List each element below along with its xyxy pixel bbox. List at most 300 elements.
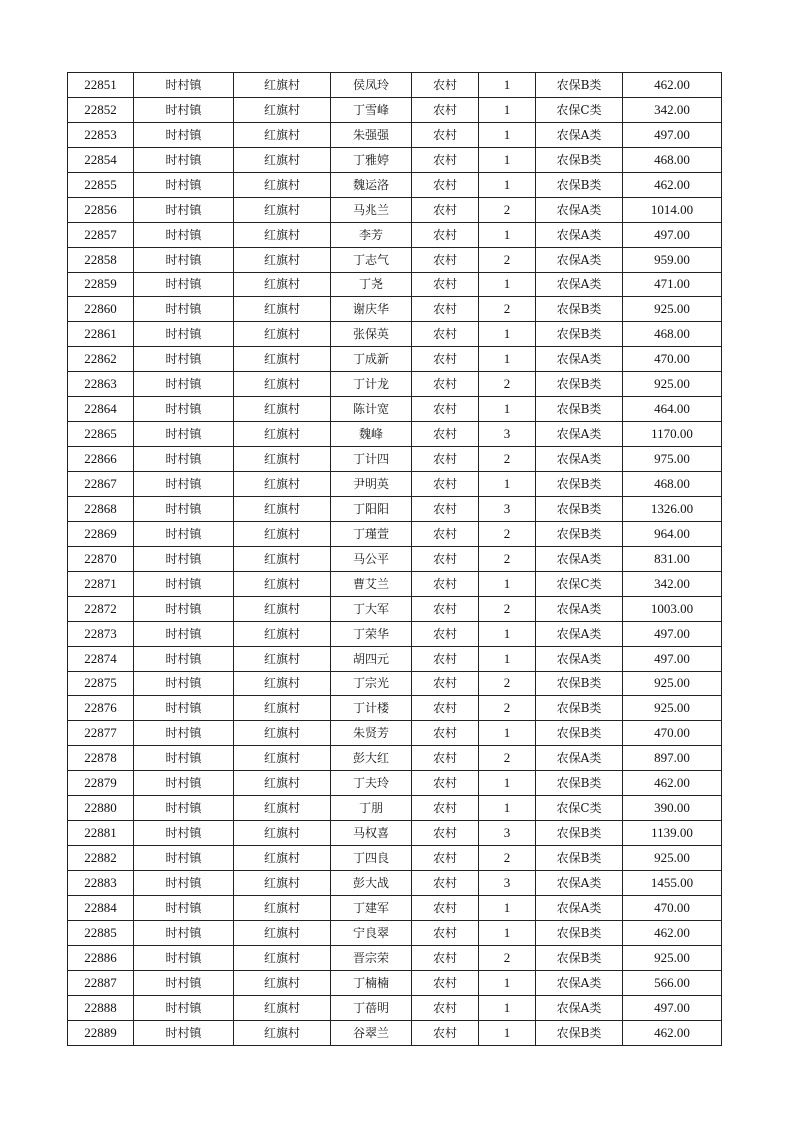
row-id-cell: 22852 — [68, 97, 134, 122]
category-cell: 农保B类 — [536, 920, 623, 945]
table-row — [68, 122, 722, 147]
town-cell: 时村镇 — [134, 846, 234, 871]
table-row — [68, 147, 722, 172]
category-cell: 农保B类 — [536, 172, 623, 197]
table-row — [68, 397, 722, 422]
category-cell: 农保A类 — [536, 621, 623, 646]
household-type-cell: 农村 — [412, 920, 479, 945]
person-count-cell: 1 — [479, 172, 536, 197]
town-cell: 时村镇 — [134, 696, 234, 721]
row-id-cell: 22881 — [68, 821, 134, 846]
row-id-cell: 22868 — [68, 496, 134, 521]
household-type-cell: 农村 — [412, 746, 479, 771]
village-cell: 红旗村 — [234, 970, 331, 995]
amount-cell: 470.00 — [623, 721, 722, 746]
town-cell: 时村镇 — [134, 122, 234, 147]
amount-cell: 342.00 — [623, 571, 722, 596]
row-id-cell: 22867 — [68, 472, 134, 497]
category-cell: 农保A类 — [536, 247, 623, 272]
person-count-cell: 1 — [479, 771, 536, 796]
table-row — [68, 920, 722, 945]
name-cell: 丁蓓明 — [331, 995, 412, 1020]
row-id-cell: 22871 — [68, 571, 134, 596]
town-cell: 时村镇 — [134, 945, 234, 970]
row-id-cell: 22872 — [68, 596, 134, 621]
table-row — [68, 621, 722, 646]
person-count-cell: 1 — [479, 272, 536, 297]
row-id-cell: 22856 — [68, 197, 134, 222]
household-type-cell: 农村 — [412, 472, 479, 497]
table-row — [68, 496, 722, 521]
household-type-cell: 农村 — [412, 1020, 479, 1045]
village-cell: 红旗村 — [234, 696, 331, 721]
amount-cell: 925.00 — [623, 696, 722, 721]
town-cell: 时村镇 — [134, 372, 234, 397]
village-cell: 红旗村 — [234, 945, 331, 970]
household-type-cell: 农村 — [412, 646, 479, 671]
person-count-cell: 1 — [479, 73, 536, 98]
row-id-cell: 22861 — [68, 322, 134, 347]
category-cell: 农保B类 — [536, 521, 623, 546]
name-cell: 丁宗光 — [331, 671, 412, 696]
village-cell: 红旗村 — [234, 920, 331, 945]
village-cell: 红旗村 — [234, 297, 331, 322]
household-type-cell: 农村 — [412, 696, 479, 721]
amount-cell: 566.00 — [623, 970, 722, 995]
table-row — [68, 846, 722, 871]
town-cell: 时村镇 — [134, 347, 234, 372]
village-cell: 红旗村 — [234, 247, 331, 272]
household-type-cell: 农村 — [412, 945, 479, 970]
amount-cell: 462.00 — [623, 172, 722, 197]
table-row — [68, 521, 722, 546]
amount-cell: 497.00 — [623, 995, 722, 1020]
town-cell: 时村镇 — [134, 821, 234, 846]
table-row — [68, 945, 722, 970]
row-id-cell: 22873 — [68, 621, 134, 646]
town-cell: 时村镇 — [134, 871, 234, 896]
amount-cell: 497.00 — [623, 222, 722, 247]
person-count-cell: 3 — [479, 496, 536, 521]
amount-cell: 468.00 — [623, 147, 722, 172]
town-cell: 时村镇 — [134, 796, 234, 821]
name-cell: 丁朋 — [331, 796, 412, 821]
village-cell: 红旗村 — [234, 147, 331, 172]
row-id-cell: 22854 — [68, 147, 134, 172]
household-type-cell: 农村 — [412, 546, 479, 571]
category-cell: 农保A类 — [536, 895, 623, 920]
amount-cell: 468.00 — [623, 472, 722, 497]
category-cell: 农保C类 — [536, 571, 623, 596]
category-cell: 农保A类 — [536, 546, 623, 571]
table-row — [68, 696, 722, 721]
row-id-cell: 22880 — [68, 796, 134, 821]
category-cell: 农保B类 — [536, 771, 623, 796]
town-cell: 时村镇 — [134, 496, 234, 521]
table-row — [68, 322, 722, 347]
household-type-cell: 农村 — [412, 447, 479, 472]
town-cell: 时村镇 — [134, 995, 234, 1020]
amount-cell: 471.00 — [623, 272, 722, 297]
household-type-cell: 农村 — [412, 596, 479, 621]
name-cell: 马兆兰 — [331, 197, 412, 222]
amount-cell: 959.00 — [623, 247, 722, 272]
person-count-cell: 3 — [479, 422, 536, 447]
row-id-cell: 22879 — [68, 771, 134, 796]
town-cell: 时村镇 — [134, 920, 234, 945]
village-cell: 红旗村 — [234, 197, 331, 222]
row-id-cell: 22878 — [68, 746, 134, 771]
person-count-cell: 2 — [479, 447, 536, 472]
amount-cell: 925.00 — [623, 372, 722, 397]
row-id-cell: 22889 — [68, 1020, 134, 1045]
household-type-cell: 农村 — [412, 222, 479, 247]
person-count-cell: 1 — [479, 1020, 536, 1045]
amount-cell: 462.00 — [623, 920, 722, 945]
name-cell: 晋宗荣 — [331, 945, 412, 970]
name-cell: 陈计宽 — [331, 397, 412, 422]
name-cell: 魏运洛 — [331, 172, 412, 197]
person-count-cell: 2 — [479, 521, 536, 546]
town-cell: 时村镇 — [134, 97, 234, 122]
household-type-cell: 农村 — [412, 297, 479, 322]
table-row — [68, 222, 722, 247]
person-count-cell: 2 — [479, 197, 536, 222]
village-cell: 红旗村 — [234, 821, 331, 846]
name-cell: 曹艾兰 — [331, 571, 412, 596]
village-cell: 红旗村 — [234, 796, 331, 821]
town-cell: 时村镇 — [134, 322, 234, 347]
row-id-cell: 22866 — [68, 447, 134, 472]
amount-cell: 497.00 — [623, 621, 722, 646]
row-id-cell: 22859 — [68, 272, 134, 297]
table-row — [68, 571, 722, 596]
person-count-cell: 3 — [479, 871, 536, 896]
amount-cell: 925.00 — [623, 846, 722, 871]
town-cell: 时村镇 — [134, 571, 234, 596]
name-cell: 丁夫玲 — [331, 771, 412, 796]
town-cell: 时村镇 — [134, 596, 234, 621]
person-count-cell: 2 — [479, 596, 536, 621]
table-row — [68, 596, 722, 621]
amount-cell: 1326.00 — [623, 496, 722, 521]
row-id-cell: 22874 — [68, 646, 134, 671]
amount-cell: 462.00 — [623, 73, 722, 98]
table-row — [68, 1020, 722, 1045]
category-cell: 农保B类 — [536, 821, 623, 846]
person-count-cell: 1 — [479, 796, 536, 821]
name-cell: 丁大军 — [331, 596, 412, 621]
amount-cell: 497.00 — [623, 122, 722, 147]
table-row — [68, 422, 722, 447]
row-id-cell: 22885 — [68, 920, 134, 945]
person-count-cell: 2 — [479, 671, 536, 696]
amount-cell: 470.00 — [623, 895, 722, 920]
table-row — [68, 796, 722, 821]
village-cell: 红旗村 — [234, 771, 331, 796]
category-cell: 农保A类 — [536, 646, 623, 671]
name-cell: 彭大红 — [331, 746, 412, 771]
household-type-cell: 农村 — [412, 496, 479, 521]
table-row — [68, 73, 722, 98]
person-count-cell: 1 — [479, 621, 536, 646]
village-cell: 红旗村 — [234, 721, 331, 746]
row-id-cell: 22884 — [68, 895, 134, 920]
name-cell: 朱强强 — [331, 122, 412, 147]
town-cell: 时村镇 — [134, 771, 234, 796]
name-cell: 谷翠兰 — [331, 1020, 412, 1045]
category-cell: 农保A类 — [536, 871, 623, 896]
household-type-cell: 农村 — [412, 422, 479, 447]
person-count-cell: 1 — [479, 571, 536, 596]
village-cell: 红旗村 — [234, 372, 331, 397]
category-cell: 农保B类 — [536, 397, 623, 422]
name-cell: 朱贤芳 — [331, 721, 412, 746]
person-count-cell: 2 — [479, 945, 536, 970]
household-type-cell: 农村 — [412, 122, 479, 147]
person-count-cell: 2 — [479, 696, 536, 721]
row-id-cell: 22853 — [68, 122, 134, 147]
amount-cell: 1170.00 — [623, 422, 722, 447]
table-row — [68, 372, 722, 397]
category-cell: 农保A类 — [536, 970, 623, 995]
category-cell: 农保B类 — [536, 721, 623, 746]
category-cell: 农保B类 — [536, 73, 623, 98]
row-id-cell: 22888 — [68, 995, 134, 1020]
name-cell: 丁雅婷 — [331, 147, 412, 172]
household-type-cell: 农村 — [412, 846, 479, 871]
person-count-cell: 1 — [479, 721, 536, 746]
household-type-cell: 农村 — [412, 97, 479, 122]
amount-cell: 470.00 — [623, 347, 722, 372]
table-row — [68, 771, 722, 796]
town-cell: 时村镇 — [134, 546, 234, 571]
category-cell: 农保A类 — [536, 122, 623, 147]
town-cell: 时村镇 — [134, 621, 234, 646]
person-count-cell: 1 — [479, 122, 536, 147]
row-id-cell: 22857 — [68, 222, 134, 247]
table-row — [68, 871, 722, 896]
category-cell: 农保B类 — [536, 297, 623, 322]
name-cell: 胡四元 — [331, 646, 412, 671]
household-type-cell: 农村 — [412, 671, 479, 696]
name-cell: 丁雪峰 — [331, 97, 412, 122]
name-cell: 丁建军 — [331, 895, 412, 920]
person-count-cell: 1 — [479, 895, 536, 920]
village-cell: 红旗村 — [234, 621, 331, 646]
village-cell: 红旗村 — [234, 846, 331, 871]
town-cell: 时村镇 — [134, 1020, 234, 1045]
amount-cell: 925.00 — [623, 297, 722, 322]
category-cell: 农保A类 — [536, 197, 623, 222]
person-count-cell: 2 — [479, 372, 536, 397]
row-id-cell: 22865 — [68, 422, 134, 447]
amount-cell: 1139.00 — [623, 821, 722, 846]
row-id-cell: 22876 — [68, 696, 134, 721]
table-row — [68, 247, 722, 272]
town-cell: 时村镇 — [134, 172, 234, 197]
village-cell: 红旗村 — [234, 546, 331, 571]
row-id-cell: 22870 — [68, 546, 134, 571]
person-count-cell: 2 — [479, 247, 536, 272]
category-cell: 农保A类 — [536, 272, 623, 297]
category-cell: 农保A类 — [536, 746, 623, 771]
name-cell: 侯凤玲 — [331, 73, 412, 98]
town-cell: 时村镇 — [134, 247, 234, 272]
category-cell: 农保C类 — [536, 796, 623, 821]
table-row — [68, 895, 722, 920]
person-count-cell: 2 — [479, 297, 536, 322]
table-row — [68, 646, 722, 671]
village-cell: 红旗村 — [234, 172, 331, 197]
person-count-cell: 1 — [479, 222, 536, 247]
household-type-cell: 农村 — [412, 347, 479, 372]
village-cell: 红旗村 — [234, 73, 331, 98]
household-type-cell: 农村 — [412, 821, 479, 846]
amount-cell: 1014.00 — [623, 197, 722, 222]
household-type-cell: 农村 — [412, 871, 479, 896]
amount-cell: 964.00 — [623, 521, 722, 546]
town-cell: 时村镇 — [134, 970, 234, 995]
village-cell: 红旗村 — [234, 671, 331, 696]
town-cell: 时村镇 — [134, 721, 234, 746]
table-row — [68, 297, 722, 322]
name-cell: 宁良翠 — [331, 920, 412, 945]
person-count-cell: 2 — [479, 546, 536, 571]
name-cell: 丁四良 — [331, 846, 412, 871]
household-type-cell: 农村 — [412, 272, 479, 297]
household-type-cell: 农村 — [412, 247, 479, 272]
household-type-cell: 农村 — [412, 322, 479, 347]
amount-cell: 497.00 — [623, 646, 722, 671]
town-cell: 时村镇 — [134, 646, 234, 671]
town-cell: 时村镇 — [134, 895, 234, 920]
category-cell: 农保A类 — [536, 447, 623, 472]
name-cell: 马公平 — [331, 546, 412, 571]
table-row — [68, 721, 722, 746]
household-type-cell: 农村 — [412, 73, 479, 98]
amount-cell: 464.00 — [623, 397, 722, 422]
town-cell: 时村镇 — [134, 272, 234, 297]
amount-cell: 831.00 — [623, 546, 722, 571]
table-row — [68, 472, 722, 497]
amount-cell: 925.00 — [623, 945, 722, 970]
row-id-cell: 22886 — [68, 945, 134, 970]
village-cell: 红旗村 — [234, 422, 331, 447]
name-cell: 彭大战 — [331, 871, 412, 896]
village-cell: 红旗村 — [234, 746, 331, 771]
row-id-cell: 22887 — [68, 970, 134, 995]
table-body — [68, 73, 722, 1046]
row-id-cell: 22860 — [68, 297, 134, 322]
amount-cell: 342.00 — [623, 97, 722, 122]
household-type-cell: 农村 — [412, 197, 479, 222]
name-cell: 丁成新 — [331, 347, 412, 372]
name-cell: 丁计四 — [331, 447, 412, 472]
town-cell: 时村镇 — [134, 746, 234, 771]
category-cell: 农保B类 — [536, 372, 623, 397]
person-count-cell: 1 — [479, 472, 536, 497]
row-id-cell: 22883 — [68, 871, 134, 896]
category-cell: 农保A类 — [536, 596, 623, 621]
amount-cell: 1003.00 — [623, 596, 722, 621]
household-type-cell: 农村 — [412, 571, 479, 596]
table-row — [68, 671, 722, 696]
village-cell: 红旗村 — [234, 571, 331, 596]
village-cell: 红旗村 — [234, 472, 331, 497]
name-cell: 马权喜 — [331, 821, 412, 846]
table-row — [68, 821, 722, 846]
row-id-cell: 22851 — [68, 73, 134, 98]
row-id-cell: 22877 — [68, 721, 134, 746]
name-cell: 魏峰 — [331, 422, 412, 447]
household-type-cell: 农村 — [412, 721, 479, 746]
category-cell: 农保B类 — [536, 147, 623, 172]
town-cell: 时村镇 — [134, 447, 234, 472]
table-row — [68, 447, 722, 472]
row-id-cell: 22869 — [68, 521, 134, 546]
category-cell: 农保B类 — [536, 472, 623, 497]
person-count-cell: 1 — [479, 646, 536, 671]
row-id-cell: 22862 — [68, 347, 134, 372]
person-count-cell: 1 — [479, 397, 536, 422]
name-cell: 丁楠楠 — [331, 970, 412, 995]
town-cell: 时村镇 — [134, 671, 234, 696]
person-count-cell: 1 — [479, 995, 536, 1020]
table-row — [68, 995, 722, 1020]
person-count-cell: 1 — [479, 920, 536, 945]
person-count-cell: 3 — [479, 821, 536, 846]
town-cell: 时村镇 — [134, 521, 234, 546]
household-type-cell: 农村 — [412, 172, 479, 197]
table-row — [68, 272, 722, 297]
village-cell: 红旗村 — [234, 496, 331, 521]
household-type-cell: 农村 — [412, 771, 479, 796]
category-cell: 农保B类 — [536, 496, 623, 521]
name-cell: 谢庆华 — [331, 297, 412, 322]
name-cell: 丁尧 — [331, 272, 412, 297]
amount-cell: 1455.00 — [623, 871, 722, 896]
town-cell: 时村镇 — [134, 472, 234, 497]
amount-cell: 468.00 — [623, 322, 722, 347]
town-cell: 时村镇 — [134, 297, 234, 322]
category-cell: 农保A类 — [536, 222, 623, 247]
village-cell: 红旗村 — [234, 322, 331, 347]
category-cell: 农保A类 — [536, 347, 623, 372]
category-cell: 农保B类 — [536, 696, 623, 721]
household-type-cell: 农村 — [412, 970, 479, 995]
household-type-cell: 农村 — [412, 521, 479, 546]
category-cell: 农保A类 — [536, 995, 623, 1020]
town-cell: 时村镇 — [134, 147, 234, 172]
name-cell: 丁瑾萱 — [331, 521, 412, 546]
household-type-cell: 农村 — [412, 895, 479, 920]
village-cell: 红旗村 — [234, 347, 331, 372]
town-cell: 时村镇 — [134, 222, 234, 247]
person-count-cell: 1 — [479, 970, 536, 995]
town-cell: 时村镇 — [134, 397, 234, 422]
person-count-cell: 2 — [479, 746, 536, 771]
village-cell: 红旗村 — [234, 272, 331, 297]
table-row — [68, 97, 722, 122]
village-cell: 红旗村 — [234, 596, 331, 621]
category-cell: 农保C类 — [536, 97, 623, 122]
amount-cell: 897.00 — [623, 746, 722, 771]
town-cell: 时村镇 — [134, 422, 234, 447]
category-cell: 农保B类 — [536, 671, 623, 696]
village-cell: 红旗村 — [234, 122, 331, 147]
person-count-cell: 1 — [479, 147, 536, 172]
